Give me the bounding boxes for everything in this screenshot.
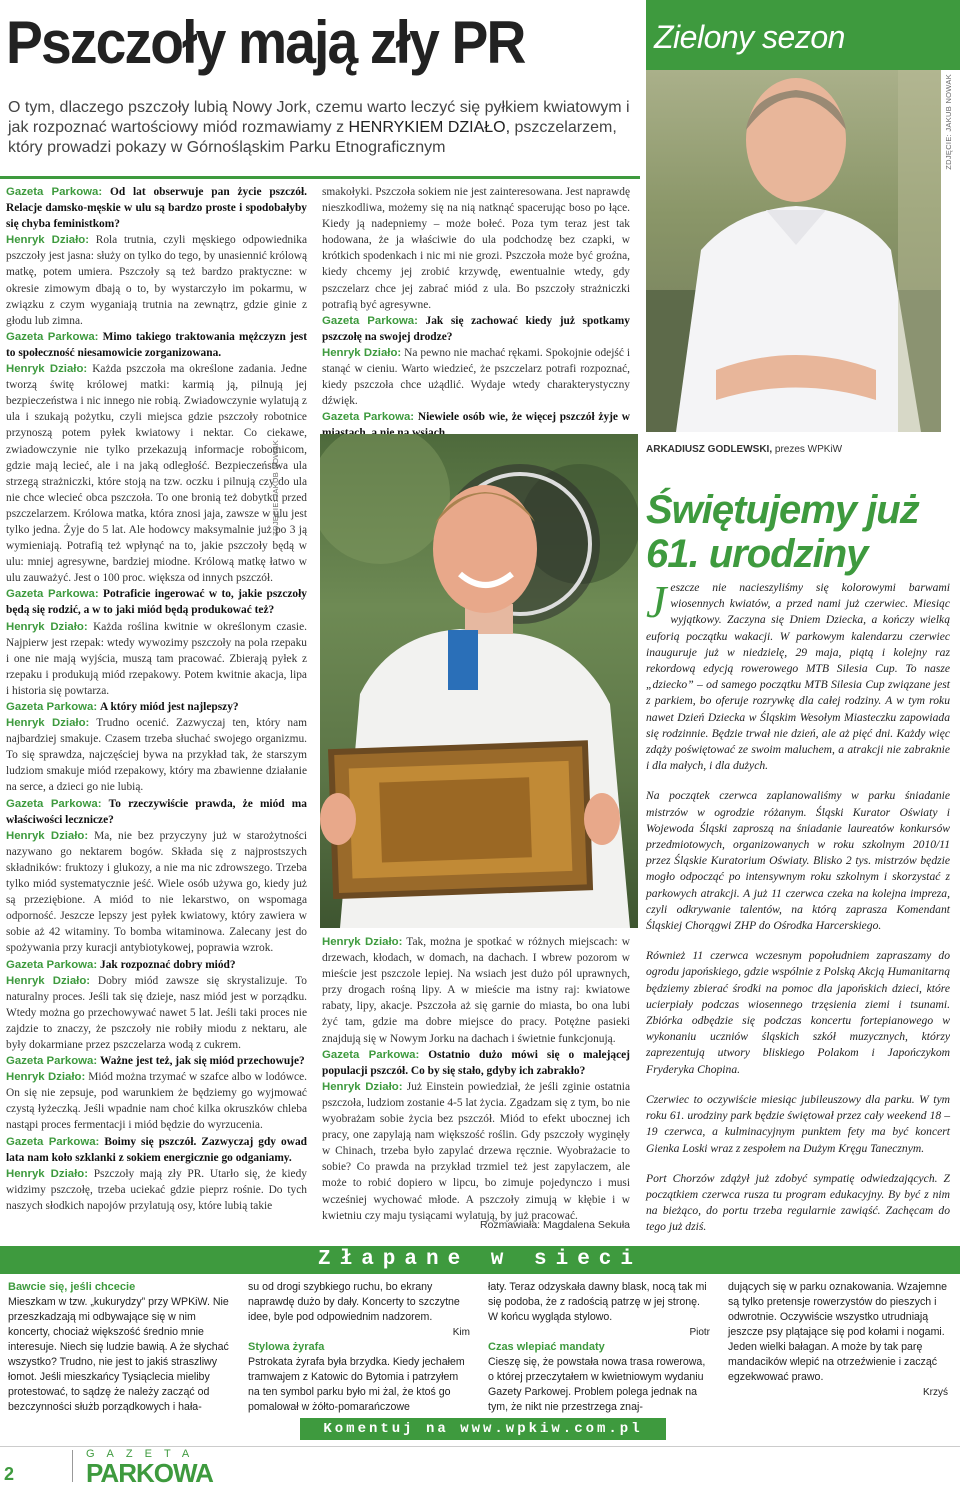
speaker-label-henryk: Henryk Działo: bbox=[6, 363, 88, 376]
footer-divider bbox=[0, 1446, 960, 1447]
headline: Pszczoły mają zły PR bbox=[6, 9, 525, 76]
interview-paragraph: Henryk Działo: Na pewno nie machać rękami. Spokojnie odejść i stanąć w cieniu. Warto wiedzieć, że pszczelarz potrafi rozpoznać, kiedy pszczoła chce użądlić. Wydaje wtedy charakterystyczny dźwięk. bbox=[322, 346, 630, 408]
interview-paragraph: Gazeta Parkowa: Boimy się pszczół. Zazwyczaj gdy owad lata nam koło szklanki z sokiem energicznie go odganiamy. bbox=[6, 1135, 307, 1164]
zlapane-column-1: Bawcie się, jeśli chcecie Mieszkam w tzw. „kukurydzy” przy WPKiW. Nie przeszkadzają mi odbywające się w nim koncerty, chociaż większość średnio mnie interesuje. Niech się ludzie bawią. A że słychać wszystko? Trudno, nie jest to jakiś straszliwy łomot. Jeśli mieszkańcy Tysiąclecia mieliby protestować, to sądzę że należy zacząć od bezczynności służb porządkowych i hała- bbox=[8, 1281, 229, 1413]
speaker-label-gazeta: Gazeta Parkowa: bbox=[6, 701, 98, 713]
interview-paragraph: smakołyki. Pszczoła sokiem nie jest zainteresowana. Jest naprawdę nieszkodliwa, możemy się na nią natknąć spacerując boso po łące. Kiedy ją nadepniemy – może bołeć. Poza tym teraz jest tak hodowana, że ja właściwie do ula podchodzę bez czapki, w krótkich spodenkach i nic mi nie grozi. Pszczoła może być groźna, kiedy chcemy jej zrobić krzywdę, ewentualnie wtedy, gdy pszczelarz chce jej zabrać miód z ula. Bo pszczoły strażniczki potrafią być agresywne. bbox=[322, 186, 630, 311]
speaker-label-gazeta: Gazeta Parkowa: bbox=[6, 186, 103, 198]
speaker-label-henryk: Henryk Działo: bbox=[6, 620, 88, 633]
beekeeper-photo bbox=[320, 434, 638, 928]
interview-paragraph: Henryk Działo: Już Einstein powiedział, że jeśli zginie ostatnia pszczoła, ludziom zostanie 4-5 lat życia. Zgadzam się z tym, bo nie wyobrażam sobie życia bez pszczół. Miód to efekt ubocznej ich pracy, one zapylają nam większość roślin. Gdy pszczoły wyginęły w Chinach, trzeba było zapylać drzewa ręcznie. Wyobrażacie to sobie? Co prawda na przykład trzmiel też jest zapylaczem, ale może to robić dopiero w lipcu, bo zimuje pojedynczo i musi wcześniej wychować młode. A pszczoły zimują w kłębie i w kwietniu czy maju tysiącami wylatują, by już pracować. bbox=[322, 1080, 630, 1222]
zlapane-column-2: su od drogi szybkiego ruchu, bo ekrany naprawdę dużo by dały. Koncerty to szczytne idee, byle pod odpowiednim nadzorem. Kim Stylowa żyrafa Pstrokata żyrafa była brzydka. Kiedy jechałem tramwajem z Katowic do Bytomia i patrzyłem na ten symbol parku było mi żal, że ktoś go pomalował w żółto-pomarańczowe bbox=[248, 1281, 470, 1413]
speaker-label-gazeta: Gazeta Parkowa: bbox=[6, 797, 102, 810]
interview-paragraph: Gazeta Parkowa: Mimo takiego traktowania mężczyzn jest to społeczność niesamowicie zorganizowana. bbox=[6, 330, 307, 359]
speaker-label-henryk: Henryk Działo: bbox=[322, 1080, 403, 1093]
interview-paragraph: Gazeta Parkowa: Niewiele osób wie, że więcej pszczół żyje w bbox=[322, 411, 630, 424]
interview-paragraph: Henryk Działo: Trudno ocenić. Zazwyczaj ten, który nam najbardziej smakuje. Czasem trzeba słuchać swojego organizmu. To się sprawdza, najczęściej bywa na przykład tak, że starszym ludziom smakuje miód rzepakowy, który ma zbawienne działanie na serce, a dzieci go nie lubią. bbox=[6, 717, 307, 794]
interview-paragraph: Gazeta Parkowa: Ostatnio dużo mówi się o malejącej populacji pszczół. Co by się stało, gdyby ich zabrakło? bbox=[322, 1048, 630, 1077]
speaker-label-henryk: Henryk Działo: bbox=[322, 936, 403, 948]
photo-credit-director: ZDJĘCIE: JAKUB NOWAK bbox=[944, 74, 953, 170]
speaker-label-gazeta: Gazeta Parkowa: bbox=[322, 411, 415, 424]
interview-paragraph: Henryk Działo: Pszczoły mają zły PR. Utarło się, że kiedy widzimy pszczołę, trzeba uciekać gdzie pieprz rośnie. Do tych naszych słodkich napojów przylatują osy, które lubią takie bbox=[6, 1167, 307, 1212]
photo-caption: ARKADIUSZ GODLEWSKI, prezes WPKiW bbox=[646, 444, 843, 455]
lead-paragraph: O tym, dlaczego pszczoły lubią Nowy Jork, czemu warto leczyć się pyłkiem kwiatowym i jak rozpoznać wartościowy miód rozmawiamy z HENRYKIEM DZIAŁO, pszczelarzem, który prowadzi pokazy w Górnośląskim Parku Etnograficznym bbox=[8, 99, 630, 156]
section-header-zielony-sezon: Zielony sezon bbox=[646, 0, 960, 70]
speaker-label-gazeta: Gazeta Parkowa: bbox=[6, 958, 98, 971]
beekeeper-illustration bbox=[320, 434, 638, 928]
page-number: 2 bbox=[4, 1464, 15, 1484]
interview-paragraph: Gazeta Parkowa: Ważne jest też, jak się miód przechowuje? bbox=[6, 1055, 305, 1068]
interview-column-1 bbox=[6, 184, 307, 1214]
interview-column-2-bottom bbox=[322, 934, 630, 1224]
interview-paragraph: Henryk Działo: Każda pszczoła ma określone zadania. Jedne tworzą świtę królowej matki: karmią ją, pilnują jej bezpieczeństwa i nic innego nie robią. Zwiadowczynie wylatują z ula i szukają pożytku, czyli miejsca gdzie pszczoły robotnice przynoszą potem pyłek kwiatowy i nektar. Co ciekawe, zwiadowczynie nie tylko przekazują informacje robotnicom, gdzie mają lecieć, ale i na jaką odległość. Bezpieczeństwa ula strzegą strażniczki, które stoją na tzw. oczku i pilnują czy do ula nie chce wlecieć obca pszczoła. To one bronią też dobytku przed pszczelarzem. Królowa matka, która znosi jaja, zawsze w ulu jest tylko jedna. Żyje do 5 lat. Ale hodowcy maksymalnie już po 3 ją wymieniają. Potrafią też wpłynąć na to, jakie pszczoły będą w ulu: mniej agresywne, bardziej miodne. Królową matkę łatwo w ulu zauważyć. Jest o 100 proc. większa od innych pszczół. bbox=[6, 363, 307, 585]
logo-gazeta: GAZETA bbox=[86, 1448, 202, 1460]
zlapane-title: Złapane w sieci bbox=[317, 1248, 643, 1271]
interview-paragraph: Gazeta Parkowa: A który miód jest najlepszy? bbox=[6, 701, 239, 713]
logo-parkowa: PARKOWA bbox=[86, 1458, 213, 1486]
zlapane-column-3: łaty. Teraz odzyskała dawny blask, nocą tak mi się podoba, że z radością patrzę w jej stronę. W końcu wygląda stylowo. Piotr Czas wlepiać mandaty Cieszę się, że powstała nowa trasa rowerowa, o której przeczytałem w kwietniowym wydaniu Gazety Parkowej. Problem polega jednak na tym, że nikt nie przestrzega znaj- bbox=[488, 1281, 710, 1413]
footer-separator bbox=[72, 1450, 73, 1482]
speaker-label-gazeta: Gazeta Parkowa: bbox=[6, 1055, 98, 1068]
interview-paragraph: Henryk Działo: Miód można trzymać w szafce albo w lodówce. On się nie zepsuje, pod warunkiem że będziemy go wyjmować czystą łyżeczką. Jeśli wpadnie nam choć kilka okruszków chleba nastąpi proces fermentacji i miód będzie do wyrzucenia. bbox=[6, 1071, 307, 1132]
speaker-label-gazeta: Gazeta Parkowa: bbox=[6, 330, 99, 343]
interview-paragraph: Henryk Działo: Tak, można je spotkać w różnych miejscach: w drzewach, kłodach, w domach, na dachach. I wbrew pozorom w mieście jest pszczole lepiej. Na wsiach jest dużo pól uprawnych, przy drogach rośną lipy. A w mieście ma istny raj: kwiatowe rabaty, lipy, akacje. Pszczoła aż się garnie do miasta, bo ona lubi żyć tam, gdzie ma dobre miejsce do pracy. Potężne pasieki znajdują się w Nowym Jorku na dachach i świetnie funkcjonują. bbox=[322, 936, 630, 1045]
director-photo bbox=[646, 70, 941, 432]
interview-column-2-top bbox=[322, 184, 630, 442]
speaker-label-henryk: Henryk Działo: bbox=[6, 717, 90, 730]
comment-link[interactable]: Komentuj na www.wpkiw.com.pl bbox=[323, 1421, 643, 1437]
speaker-label-henryk: Henryk Działo: bbox=[6, 1071, 86, 1084]
interview-paragraph: Henryk Działo: Rola trutnia, czyli męskiego odpowiednika pszczoły jest jasna: służy on tylko do tego, by unasiennić królową matkę, potem umiera. Pszczoły są też bardzo praktyczne: w okresie zimowym dbają o to, by wystarczyło im pokarmu, w związku z czym wyganiają trutnia na zewnątrz, gdzie ginie z głodu lub zimna. bbox=[6, 234, 307, 327]
speaker-label-henryk: Henryk Działo: bbox=[6, 829, 89, 842]
interview-paragraph: Gazeta Parkowa: Jak się zachować kiedy już spotkamy pszczołę na swojej drodze? bbox=[322, 314, 630, 343]
speaker-label-gazeta: Gazeta Parkowa: bbox=[6, 588, 99, 601]
interview-paragraph: Henryk Działo: Ma, nie bez przyczyny już w starożytności nazywano go nektarem bogów. Składa się z najprostszych składników: fruktozy i glukozy, a nie ma nic zdrowszego. Trzeba tylko miód systematycznie jeść. Wiele osób używa go, kiedy już są przeziębione. A miód to nie lekarstwo, on wspomaga odporność. Jeszcze lepszy jest pyłek kwiatowy, który zawiera w sobie aż 42 witaminy. To bomba witaminowa. Zalecany jest do spożywania przy kuracji antybiotykowej, poprawia wzrok. bbox=[6, 829, 307, 955]
dropcap: J bbox=[646, 576, 667, 627]
divider bbox=[0, 176, 640, 179]
interview-paragraph: Henryk Działo: Dobry miód zawsze się skrystalizuje. To naturalny proces. Jeśli tak się dzieje, nasz miód jest w porządku. Wtedy można go przechowywać nawet 5 lat. Jeśli taki proces nie zajdzie to znaczy, że pszczoły nie robiły miodu z nektaru, ale były dokarmiane przez pszczelarza wodą z cukrem. bbox=[6, 974, 307, 1051]
interview-paragraph: Henryk Działo: Każda roślina kwitnie w określonym czasie. Najpierw jest rzepak: wtedy wywozimy pszczoły na pola rzepaku i one nie mają wyjścia, muszą tam pracować. Zbierają pyłek z rzepaku i produkują miód rzepakowy. Potem kwitnie akacja, lipa i historia się powtarza. bbox=[6, 620, 307, 697]
interview-paragraph: Gazeta Parkowa: To rzeczywiście prawda, że miód ma właściwości lecznicze? bbox=[6, 797, 307, 826]
article-title: Świętujemy już 61. urodziny bbox=[646, 488, 919, 576]
interview-paragraph: Gazeta Parkowa: Jak rozpoznać dobry miód? bbox=[6, 958, 236, 971]
speaker-label-henryk: Henryk Działo: bbox=[322, 346, 402, 359]
director-illustration bbox=[646, 70, 941, 432]
lead-name: HENRYKIEM DZIAŁO, bbox=[348, 119, 511, 136]
speaker-label-henryk: Henryk Działo: bbox=[6, 1167, 88, 1180]
interview-paragraph: Gazeta Parkowa: Od lat obserwuje pan życie pszczół. Relacje damsko-męskie w ulu są bardzo proste i spodobałyby się chyba feministkom? bbox=[6, 186, 307, 231]
zielony-sezon-text: Jeszcze nie nacieszyliśmy się kolorowymi barwami wiosennych kwiatów, a przed nami już czerwiec. Miesiąc wyjątkowy. Zaczyna się Dniem Dziecka, a kończy wielką euforią początku wakacji. W parkowym kalendarzu czerwiec inauguruje już w niedzielę, 29 maja, piątą i kolejny raz rekordową edycją rowerowego MTB Silesia Cup. To nasze „dziecko” – od samego początku MTB Silesia Cup związane jest z parkiem, bo oferuje rozrywkę dla całej rodziny. A w tym roku nawet Dzień Dziecka w Śląskim Wesołym Miasteczku zapowiada się rodzinnie. Będzie trwał nie dzień, ale aż pięć dni. Każdy więc zdąży poświętować ze swoim maluchem, a atrakcji nie zabraknie i dla małych, i dla dużych. Na początek czerwca zaplanowaliśmy w parku śniadanie mistrzów w ogrodzie różanym. Śląski Kurator Oświaty i Wojewoda Śląski zaproszą na śniadanie laureatów konkursów przedmiotowych, organizowanych w roku szkolnym 2010/11 przez Śląskie Kuratorium Oświaty. Blisko 2 tys. mistrzów będzie mogło odpocząć po intensywnym roku szkolnym i skorzystać z parkowych atrakcji. A już 11 czerwca czeka na kolejna impreza, czyli odkrywanie talentów, na którą zaprasza Komendant Śląskiej Chorągwi ZHP do Ośrodka Harcerskiego. Również 11 czerwca wczesnym popołudniem zapraszamy do ogrodu japońskiego, gdzie wspólnie z Polską Akcją Humanitarną będziemy zbierać środki na pomoc dla japońskich dzieci, które ucierpiały podczas wiosennego trzęsienia ziemi i tsunami. Zbiórka odbędzie się podczas koncertu fortepianowego w wykonaniu uczniów śląskich szkół muzycznych, którzy zaprezentują utwory bliskiego Polakom i Japończykom Fryderyka Chopina. Czerwiec to oczywiście miesiąc jubileuszowy dla parku. W tym roku 61. urodziny park będzie świętował przez cały weekend 18 – 19 czerwca, a kulminacyjnym punktem fety ma być koncert Gienka Loski wraz z zespołem na Dużym Kręgu Tanecznym. Port Chorzów zdążył już zdobyć sympatię odwiedzających. Z początkiem czerwca rusza tu program edukacyjny. By być z nim na bieżąco, do portu trzeba regularnie zawiąść. Zachęcam do tego już dziś. bbox=[646, 576, 950, 1234]
zlapane-column-4: dujących się w parku oznakowania. Wzajemne są tylko pretensje rowerzystów do pieszych i odwrotnie. Oczywiście wszystko utrudniają jeszcze psy plątające się pod kołami i nogami. Jeden wielki bałagan. A może by tak parę mandacików wlepić na otrzeźwienie i zacząć egzekwować prawo. Krzyś bbox=[728, 1281, 948, 1398]
speaker-label-henryk: Henryk Działo: bbox=[6, 974, 91, 987]
speaker-label-gazeta: Gazeta Parkowa: bbox=[322, 1048, 420, 1061]
speaker-label-henryk: Henryk Działo: bbox=[6, 234, 89, 247]
interview-paragraph: Gazeta Parkowa: Potraficie ingerować w to, jakie pszczoły będą się rodzić, a w to jaki miód będą produkować też? bbox=[6, 588, 307, 617]
speaker-label-gazeta: Gazeta Parkowa: bbox=[322, 314, 418, 327]
photo-credit: ZDJĘCIE: JAKUB NOWAK bbox=[271, 440, 280, 536]
speaker-label-gazeta: Gazeta Parkowa: bbox=[6, 1135, 100, 1148]
interview-author: Rozmawiała: Magdalena Sekuła bbox=[480, 1219, 630, 1231]
